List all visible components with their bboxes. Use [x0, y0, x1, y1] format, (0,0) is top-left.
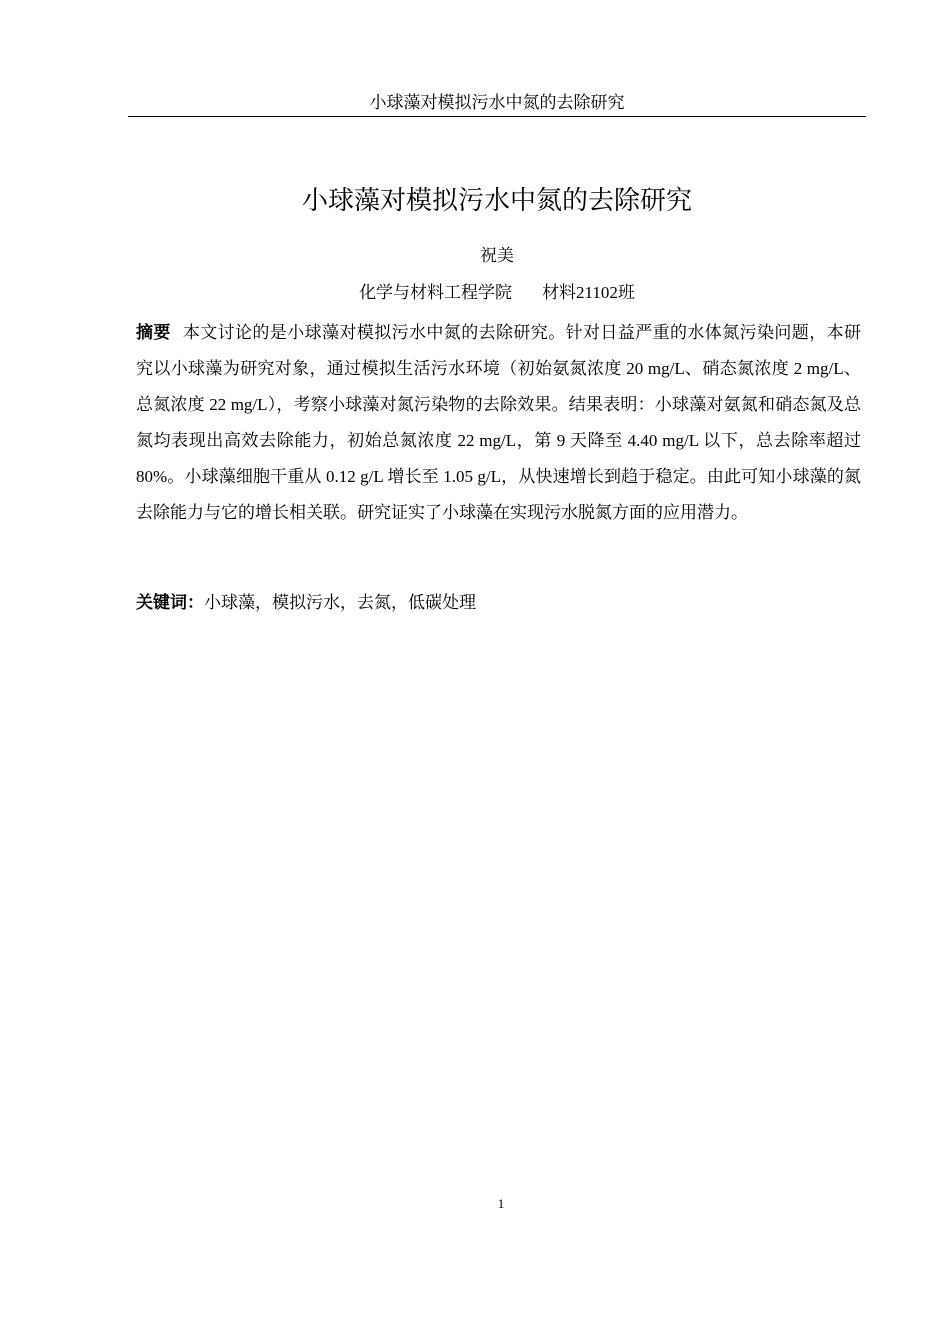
paper-title: 小球藻对模拟污水中氮的去除研究: [301, 186, 692, 216]
running-header: 小球藻对模拟污水中氮的去除研究: [369, 93, 625, 112]
header-rule: [128, 116, 866, 117]
abstract-label: 摘要: [136, 323, 171, 343]
abstract: [136, 315, 861, 531]
keywords: [136, 589, 861, 617]
page-number: 1: [497, 1196, 505, 1211]
institution-name: 化学与材料工程学院: [359, 283, 513, 302]
keywords-label: 关键词：: [136, 593, 204, 613]
class-name: 材料21102班: [542, 283, 635, 302]
affiliation: [128, 280, 866, 306]
keywords-text: 小球藻，模拟污水，去氮，低碳处理: [204, 593, 476, 612]
author-name: 祝美: [480, 246, 514, 265]
abstract-text: 本文讨论的是小球藻对模拟污水中氮的去除研究。针对日益严重的水体氮污染问题，本研究以小球藻为研究对象，通过模拟生活污水环境（初始氨氮浓度 20 mg/L、硝态氮浓度 2 mg/L、总氮浓度 22 mg/L），考察小球藻对氮污染物的去除效果。结果表明：小球藻对氨氮和硝态氮及总氮均表现出高效去除能力，初始总氮浓度 22 mg/L，第 9 天降至 4.40 mg/L 以下，总去除率超过 80%。小球藻细胞干重从 0.12 g/L 增长至 1.05 g/L，从快速增长到趋于稳定。由此可知小球藻的氮去除能力与它的增长相关联。研究证实了小球藻在实现污水脱氮方面的应用潜力。: [136, 323, 862, 522]
